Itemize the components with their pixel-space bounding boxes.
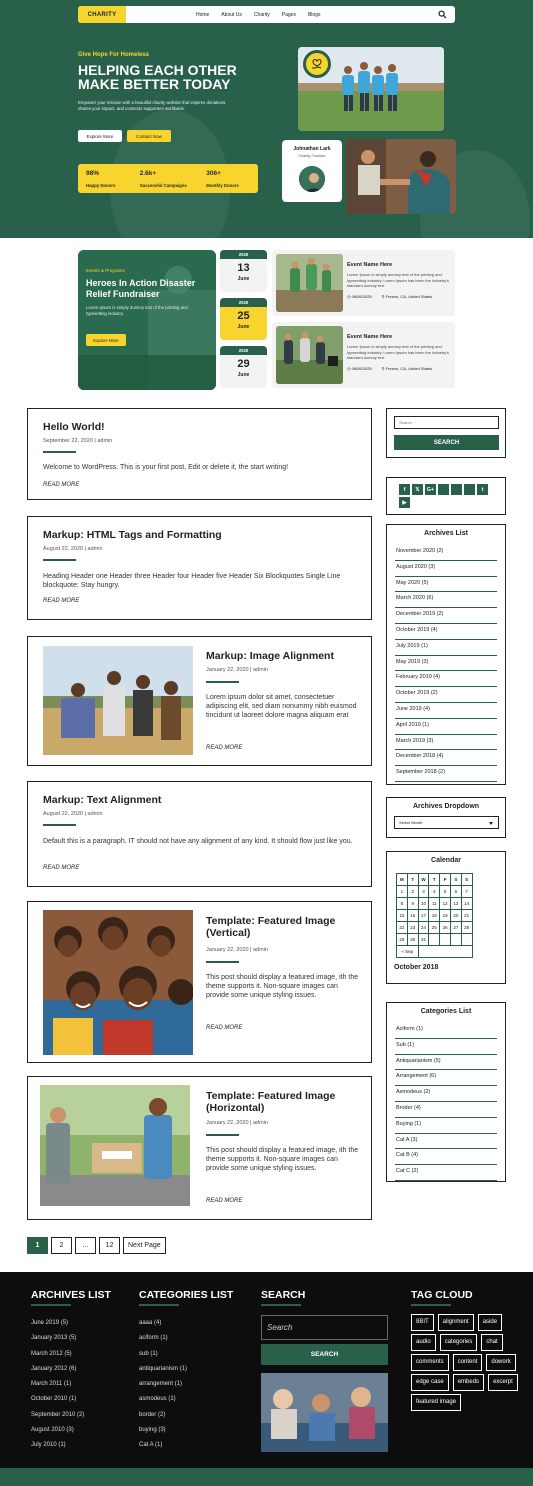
month-select[interactable] bbox=[394, 816, 499, 829]
calendar-day: 11 bbox=[429, 898, 440, 910]
calendar-day: 24 bbox=[418, 922, 429, 934]
read-more-link[interactable]: READ MORE bbox=[206, 745, 243, 751]
calendar-weekday: T bbox=[407, 874, 418, 886]
hero-description: Empower your mission with a beautiful charity website that inspires donations, shares your impact, and connects supporters worldwide. bbox=[78, 100, 227, 111]
tag-cloud bbox=[411, 1314, 521, 1411]
hero-title bbox=[78, 63, 278, 91]
date-month: June bbox=[237, 276, 250, 282]
date-month: June bbox=[237, 372, 250, 378]
date-day: 29 bbox=[237, 358, 250, 370]
tag-link[interactable]: embeds bbox=[453, 1374, 484, 1391]
tag-link[interactable]: featured image bbox=[411, 1394, 461, 1411]
tag-link[interactable]: edge case bbox=[411, 1374, 449, 1391]
x-twitter-icon[interactable]: 𝕏 bbox=[412, 484, 423, 495]
stat-number: 98% bbox=[86, 170, 100, 177]
sidebar-search-button[interactable]: SEARCH bbox=[394, 435, 499, 450]
calendar-week-row bbox=[397, 898, 473, 910]
calendar-day: 13 bbox=[450, 898, 461, 910]
footer-categories-list bbox=[139, 1320, 187, 1458]
category-link[interactable]: Cat C (2) bbox=[395, 1165, 497, 1181]
post-title[interactable]: Template: Featured Image (Vertical) bbox=[206, 915, 336, 939]
calendar-week-row bbox=[397, 934, 473, 946]
calendar-day: 1 bbox=[397, 886, 408, 898]
chevron-down-icon bbox=[489, 822, 493, 825]
footer-search-button[interactable]: SEARCH bbox=[261, 1344, 388, 1365]
hero-section bbox=[0, 0, 533, 238]
calendar-weekday: W bbox=[418, 874, 429, 886]
social-icon[interactable] bbox=[438, 484, 449, 495]
post-meta: August 22, 2020 | admin bbox=[43, 811, 103, 817]
footer-category-link[interactable]: antiquarianism (1) bbox=[139, 1365, 188, 1372]
calendar-day: 27 bbox=[450, 922, 461, 934]
calendar-day: 15 bbox=[397, 910, 408, 922]
date-month: June bbox=[237, 324, 250, 330]
hero-tagline: Give Hope For Homeless bbox=[78, 52, 150, 58]
post-excerpt: This post should display a featured image, ith the theme supports it. Non-square images can provide some unique styling issues. bbox=[206, 974, 359, 999]
footer-archive-link[interactable]: June 2019 (5) bbox=[31, 1320, 69, 1326]
archive-link[interactable]: March 2020 (6) bbox=[395, 592, 497, 608]
calendar-day: 29 bbox=[397, 934, 408, 946]
footer-archive-link[interactable]: January 2012 (6) bbox=[31, 1365, 77, 1372]
footer-search-input[interactable]: Search bbox=[261, 1315, 388, 1340]
archive-link[interactable]: August 2020 (3) bbox=[395, 561, 497, 577]
nav-home[interactable]: Home bbox=[196, 11, 210, 18]
post-image[interactable] bbox=[40, 1085, 190, 1206]
social-icons bbox=[399, 484, 499, 508]
post-title[interactable]: Template: Featured Image (Horizontal) bbox=[206, 1090, 336, 1114]
page-1[interactable]: 1 bbox=[27, 1237, 48, 1254]
event-card-meta bbox=[347, 294, 432, 299]
footer-archive-link[interactable]: March 2011 (1) bbox=[31, 1381, 72, 1388]
event-date-text: 08/06/2025 bbox=[351, 294, 372, 299]
tag-link[interactable]: excerpt bbox=[488, 1374, 518, 1391]
founder-role: Charity Founder bbox=[298, 154, 326, 158]
footer-title-underline bbox=[411, 1304, 451, 1306]
read-more-link[interactable]: READ MORE bbox=[43, 598, 80, 604]
calendar-day: 10 bbox=[418, 898, 429, 910]
event-title: Heroes In Action Disaster Relief Fundraiser bbox=[86, 278, 196, 299]
read-more-link[interactable]: READ MORE bbox=[206, 1198, 243, 1204]
post-excerpt: Heading Header one Header three Header four Header five Header Six Blockquotes Single Line blockquote: Stay hungry. bbox=[43, 573, 341, 589]
footer-bottom-bar bbox=[0, 1468, 533, 1486]
footer-search-title: SEARCH bbox=[261, 1289, 306, 1301]
archive-link[interactable]: March 2019 (3) bbox=[395, 735, 497, 751]
event-date-meta bbox=[347, 294, 372, 299]
calendar-prev-link[interactable]: « Sep bbox=[397, 946, 419, 958]
read-more-link[interactable]: READ MORE bbox=[43, 865, 80, 871]
clock-icon: ◷ bbox=[347, 366, 351, 371]
date-year: 2025 bbox=[220, 346, 267, 355]
calendar-day: 2 bbox=[407, 886, 418, 898]
calendar-nav-row bbox=[397, 946, 473, 958]
featured-event bbox=[78, 250, 216, 390]
social-icon[interactable] bbox=[464, 484, 475, 495]
footer-category-link[interactable]: Cat A (1) bbox=[139, 1442, 163, 1449]
stat-label: Monthly Donors bbox=[206, 183, 239, 188]
tag-link[interactable]: alignment bbox=[438, 1314, 474, 1331]
archive-link[interactable]: July 2019 (1) bbox=[395, 640, 497, 656]
founder-card bbox=[282, 140, 342, 202]
social-icon[interactable] bbox=[451, 484, 462, 495]
calendar-day: 5 bbox=[440, 886, 451, 898]
blog-post bbox=[27, 516, 372, 620]
search-icon[interactable] bbox=[438, 10, 447, 19]
founder-name: Johnathan Lark bbox=[293, 146, 331, 152]
archive-link[interactable]: October 2019 (4) bbox=[395, 624, 497, 640]
stat-happy-donors bbox=[86, 170, 130, 187]
calendar-day: 3 bbox=[418, 886, 429, 898]
calendar-weekday: S bbox=[461, 874, 472, 886]
contact-now-button[interactable]: Contact Now bbox=[127, 130, 171, 142]
post-divider bbox=[206, 681, 239, 683]
footer-archive-link[interactable]: September 2010 (2) bbox=[31, 1411, 85, 1418]
post-image[interactable] bbox=[43, 646, 193, 755]
date-year: 2025 bbox=[220, 250, 267, 259]
nav-pages[interactable]: Pages bbox=[281, 11, 296, 18]
event-explore-button[interactable]: Explore More bbox=[86, 334, 126, 346]
post-image[interactable] bbox=[43, 910, 193, 1055]
calendar-week-row bbox=[397, 910, 473, 922]
calendar-day bbox=[461, 934, 472, 946]
calendar-weekday: M bbox=[397, 874, 408, 886]
calendar-day: 14 bbox=[461, 898, 472, 910]
tumblr-icon[interactable]: t bbox=[477, 484, 488, 495]
stat-number: 2.6k+ bbox=[139, 170, 157, 177]
stats-bar bbox=[78, 164, 258, 193]
facebook-icon[interactable]: f bbox=[399, 484, 410, 495]
calendar-day: 28 bbox=[461, 922, 472, 934]
tag-link[interactable]: audio bbox=[411, 1334, 436, 1351]
location-pin-icon: ⚲ bbox=[381, 366, 385, 371]
category-link[interactable]: Antiquarianism (5) bbox=[395, 1055, 497, 1071]
post-title[interactable]: Markup: HTML Tags and Formatting bbox=[43, 529, 222, 541]
site-logo[interactable]: CHARITY bbox=[78, 6, 126, 23]
tag-link[interactable]: dowork bbox=[486, 1354, 515, 1371]
event-location-text: Fresno, CA, United States bbox=[385, 294, 433, 299]
footer-archive-link[interactable]: October 2010 (1) bbox=[31, 1396, 77, 1403]
hero-title-line1: HELPING EACH OTHER bbox=[78, 62, 237, 78]
event-card[interactable] bbox=[272, 250, 455, 316]
tag-link[interactable]: comments bbox=[411, 1354, 449, 1371]
calendar-widget bbox=[386, 851, 506, 984]
event-date bbox=[220, 250, 267, 292]
nav-blogs[interactable]: Blogs bbox=[307, 11, 321, 18]
calendar-month: October 2018 bbox=[394, 964, 439, 971]
archives-dropdown-widget bbox=[386, 797, 506, 838]
footer-category-link[interactable]: asmodeus (1) bbox=[139, 1396, 176, 1403]
tag-link[interactable]: categories bbox=[440, 1334, 478, 1351]
tag-link[interactable]: chat bbox=[481, 1334, 502, 1351]
event-date bbox=[220, 298, 267, 340]
blog-post bbox=[27, 781, 372, 887]
footer-title-underline bbox=[31, 1304, 71, 1306]
footer-categories-title: CATEGORIES LIST bbox=[139, 1289, 234, 1301]
date-day: 13 bbox=[237, 262, 250, 274]
event-location-text: Fresno, CA, United States bbox=[385, 366, 433, 371]
calendar-day bbox=[440, 934, 451, 946]
nav-links bbox=[196, 6, 320, 23]
post-divider bbox=[43, 451, 76, 453]
tag-link[interactable]: content bbox=[453, 1354, 483, 1371]
site-footer bbox=[0, 1272, 533, 1468]
footer-archives-list bbox=[31, 1320, 84, 1458]
blog-post bbox=[27, 408, 372, 500]
categories-widget bbox=[386, 1002, 506, 1182]
archive-link[interactable]: September 2018 (2) bbox=[395, 766, 497, 782]
calendar-weekday: T bbox=[429, 874, 440, 886]
calendar-day bbox=[429, 934, 440, 946]
top-navbar bbox=[78, 6, 455, 23]
post-excerpt: Welcome to WordPress. This is your first post, Edit or delete it, the start writing! bbox=[43, 464, 289, 471]
archive-link[interactable]: May 2019 (3) bbox=[395, 656, 497, 672]
calendar-day: 26 bbox=[440, 922, 451, 934]
event-tag: Events & Programs bbox=[86, 268, 125, 273]
event-card-desc: Lorem Ipsum is simply dummy text of the printing and typesetting industry. Lorem Ipsum has been the industry's standard dummy text bbox=[347, 344, 449, 360]
stat-monthly-donors bbox=[206, 170, 250, 187]
calendar-day: 4 bbox=[429, 886, 440, 898]
footer-archive-link[interactable]: August 2010 (3) bbox=[31, 1427, 74, 1434]
event-date-meta bbox=[347, 366, 372, 371]
page-ellipsis: ... bbox=[75, 1237, 96, 1254]
calendar-weekday: S bbox=[450, 874, 461, 886]
calendar-weekday: F bbox=[440, 874, 451, 886]
heart-hand-icon bbox=[303, 50, 331, 78]
explore-more-button[interactable]: Explore More bbox=[78, 130, 122, 142]
category-link[interactable]: Buying (1) bbox=[395, 1118, 497, 1134]
calendar-header-row bbox=[397, 874, 473, 886]
calendar-day: 17 bbox=[418, 910, 429, 922]
footer-image bbox=[261, 1373, 388, 1452]
post-divider bbox=[43, 559, 76, 561]
footer-category-link[interactable]: aciform (1) bbox=[139, 1335, 168, 1342]
post-meta: August 22, 2020 | admin bbox=[43, 546, 103, 552]
footer-archive-link[interactable]: January 2013 (5) bbox=[31, 1335, 77, 1342]
event-card[interactable] bbox=[272, 322, 455, 388]
footer-archive-link[interactable]: July 2010 (1) bbox=[31, 1442, 66, 1449]
footer-category-link[interactable]: aaaa (4) bbox=[139, 1320, 162, 1326]
archive-link[interactable]: December 2019 (2) bbox=[395, 608, 497, 624]
calendar-day: 16 bbox=[407, 910, 418, 922]
widget-title: Archives List bbox=[424, 530, 468, 537]
footer-archive-link[interactable]: March 2012 (5) bbox=[31, 1350, 72, 1357]
post-excerpt: Lorem ipsum dolor sit amet, consectetuer adipiscing elit, sed diam nonummy nibh euismod tincidunt ut laoreet dolore magna aliquam erat bbox=[206, 694, 357, 719]
page-12[interactable]: 12 bbox=[99, 1237, 120, 1254]
tag-link[interactable]: 8BIT bbox=[411, 1314, 434, 1331]
calendar-day: 22 bbox=[397, 922, 408, 934]
footer-category-link[interactable]: sub (1) bbox=[139, 1350, 158, 1357]
blog-post bbox=[27, 901, 372, 1063]
category-link[interactable]: Broder (4) bbox=[395, 1102, 497, 1118]
calendar-day: 20 bbox=[450, 910, 461, 922]
calendar-day: 30 bbox=[407, 934, 418, 946]
calendar-day: 12 bbox=[440, 898, 451, 910]
hero-title-line2: MAKE BETTER TODAY bbox=[78, 76, 231, 92]
tag-link[interactable]: aside bbox=[478, 1314, 502, 1331]
post-meta: September 22, 2020 | admin bbox=[43, 438, 113, 444]
stat-label: Happy Donors bbox=[86, 183, 116, 188]
archive-link[interactable]: April 2019 (1) bbox=[395, 719, 497, 735]
archive-link[interactable]: November 2020 (2) bbox=[395, 545, 497, 561]
widget-title: Categories List bbox=[420, 1008, 472, 1015]
calendar-day: 6 bbox=[450, 886, 461, 898]
event-image bbox=[276, 254, 343, 312]
archive-link[interactable]: June 2019 (4) bbox=[395, 703, 497, 719]
google-plus-icon[interactable]: G+ bbox=[425, 484, 436, 495]
event-card-title: Event Name Here bbox=[347, 334, 393, 340]
archive-link[interactable]: December 2018 (4) bbox=[395, 750, 497, 766]
read-more-link[interactable]: READ MORE bbox=[206, 1025, 243, 1031]
pagination bbox=[27, 1237, 166, 1254]
archive-link[interactable]: February 2019 (4) bbox=[395, 671, 497, 687]
category-link[interactable]: Arrangement (6) bbox=[395, 1070, 497, 1086]
event-description: Lorem Ipsum is simply dummy text of the printing and typesetting industry. bbox=[86, 305, 188, 316]
event-card-desc: Lorem Ipsum is simply dummy text of the printing and typesetting industry. Lorem Ipsum has been the industry's standard dummy text bbox=[347, 272, 449, 288]
footer-archives-title: ARCHIVES LIST bbox=[31, 1289, 111, 1301]
footer-title-underline bbox=[139, 1304, 179, 1306]
date-year: 2025 bbox=[220, 298, 267, 307]
post-meta: January 22, 2020 | admin bbox=[206, 947, 268, 953]
categories-list bbox=[395, 1023, 497, 1181]
calendar-day: 19 bbox=[440, 910, 451, 922]
event-location-meta bbox=[382, 366, 433, 371]
category-link[interactable]: Cat B (4) bbox=[395, 1149, 497, 1165]
post-meta: January 22, 2020 | admin bbox=[206, 1120, 268, 1126]
category-link[interactable]: Aciform (1) bbox=[395, 1023, 497, 1039]
archive-link[interactable]: October 2019 (2) bbox=[395, 687, 497, 703]
stat-label: Successful Campaigns bbox=[139, 183, 187, 188]
calendar-day: 8 bbox=[397, 898, 408, 910]
nav-about[interactable]: About Us bbox=[221, 11, 242, 18]
charity-help-photo bbox=[346, 139, 456, 214]
post-divider bbox=[206, 961, 239, 963]
footer-category-link[interactable]: border (2) bbox=[139, 1411, 166, 1418]
event-card-meta bbox=[347, 366, 432, 371]
read-more-link[interactable]: READ MORE bbox=[43, 482, 80, 488]
stat-campaigns bbox=[140, 170, 197, 187]
post-excerpt: This post should display a featured image, ith the theme supports it. Non-square images can provide some unique styling issues. bbox=[206, 1147, 359, 1172]
widget-title: Archives Dropdown bbox=[412, 803, 480, 810]
event-image bbox=[276, 326, 343, 384]
calendar-empty-cell bbox=[418, 946, 472, 958]
page-2[interactable]: 2 bbox=[51, 1237, 72, 1254]
footer-title-underline bbox=[261, 1304, 301, 1306]
date-day: 25 bbox=[237, 310, 250, 322]
stat-number: 306+ bbox=[206, 170, 221, 177]
post-meta: January 22, 2020 | admin bbox=[206, 667, 268, 673]
social-widget bbox=[386, 477, 506, 515]
event-date bbox=[220, 346, 267, 388]
event-location-meta bbox=[382, 294, 433, 299]
select-value: Select Month bbox=[399, 820, 423, 825]
calendar-day: 21 bbox=[461, 910, 472, 922]
event-date-text: 08/06/2025 bbox=[351, 366, 372, 371]
widget-title: Calendar bbox=[431, 857, 461, 864]
archives-widget bbox=[386, 524, 506, 785]
archive-link[interactable]: May 2020 (5) bbox=[395, 577, 497, 593]
archives-list bbox=[395, 545, 497, 782]
footer-category-link[interactable]: buying (3) bbox=[139, 1427, 166, 1434]
blog-post bbox=[27, 1076, 372, 1220]
calendar-day: 7 bbox=[461, 886, 472, 898]
post-excerpt: Default this is a paragraph. IT should not have any alignment of any kind. It should flow just like you. bbox=[43, 838, 353, 845]
blog-post bbox=[27, 636, 372, 766]
calendar-day: 25 bbox=[429, 922, 440, 934]
footer-tags-title: TAG CLOUD bbox=[411, 1289, 473, 1301]
nav-charity[interactable]: Charity bbox=[253, 11, 270, 18]
calendar-day: 23 bbox=[407, 922, 418, 934]
next-page-button[interactable]: Next Page bbox=[123, 1237, 166, 1254]
location-pin-icon: ⚲ bbox=[381, 294, 385, 299]
search-widget bbox=[386, 408, 506, 458]
calendar-week-row bbox=[397, 922, 473, 934]
youtube-icon[interactable]: ▶ bbox=[399, 497, 410, 508]
post-divider bbox=[206, 1134, 239, 1136]
clock-icon: ◷ bbox=[347, 294, 351, 299]
calendar-day bbox=[450, 934, 461, 946]
post-title[interactable]: Hello World! bbox=[43, 421, 105, 433]
category-link[interactable]: Sub (1) bbox=[395, 1039, 497, 1055]
founder-avatar bbox=[297, 164, 327, 194]
post-title[interactable]: Markup: Text Alignment bbox=[43, 794, 162, 806]
calendar-day: 31 bbox=[418, 934, 429, 946]
footer-category-link[interactable]: arrangement (1) bbox=[139, 1381, 183, 1388]
sidebar-search-input[interactable]: Search bbox=[394, 416, 499, 429]
calendar-day: 9 bbox=[407, 898, 418, 910]
post-title[interactable]: Markup: Image Alignment bbox=[206, 650, 334, 662]
calendar-week-row bbox=[397, 886, 473, 898]
post-divider bbox=[43, 824, 76, 826]
calendar-table bbox=[396, 873, 473, 958]
event-card-title: Event Name Here bbox=[347, 262, 393, 268]
category-link[interactable]: Asmodeus (2) bbox=[395, 1086, 497, 1102]
category-link[interactable]: Cat A (3) bbox=[395, 1134, 497, 1150]
calendar-day: 18 bbox=[429, 910, 440, 922]
